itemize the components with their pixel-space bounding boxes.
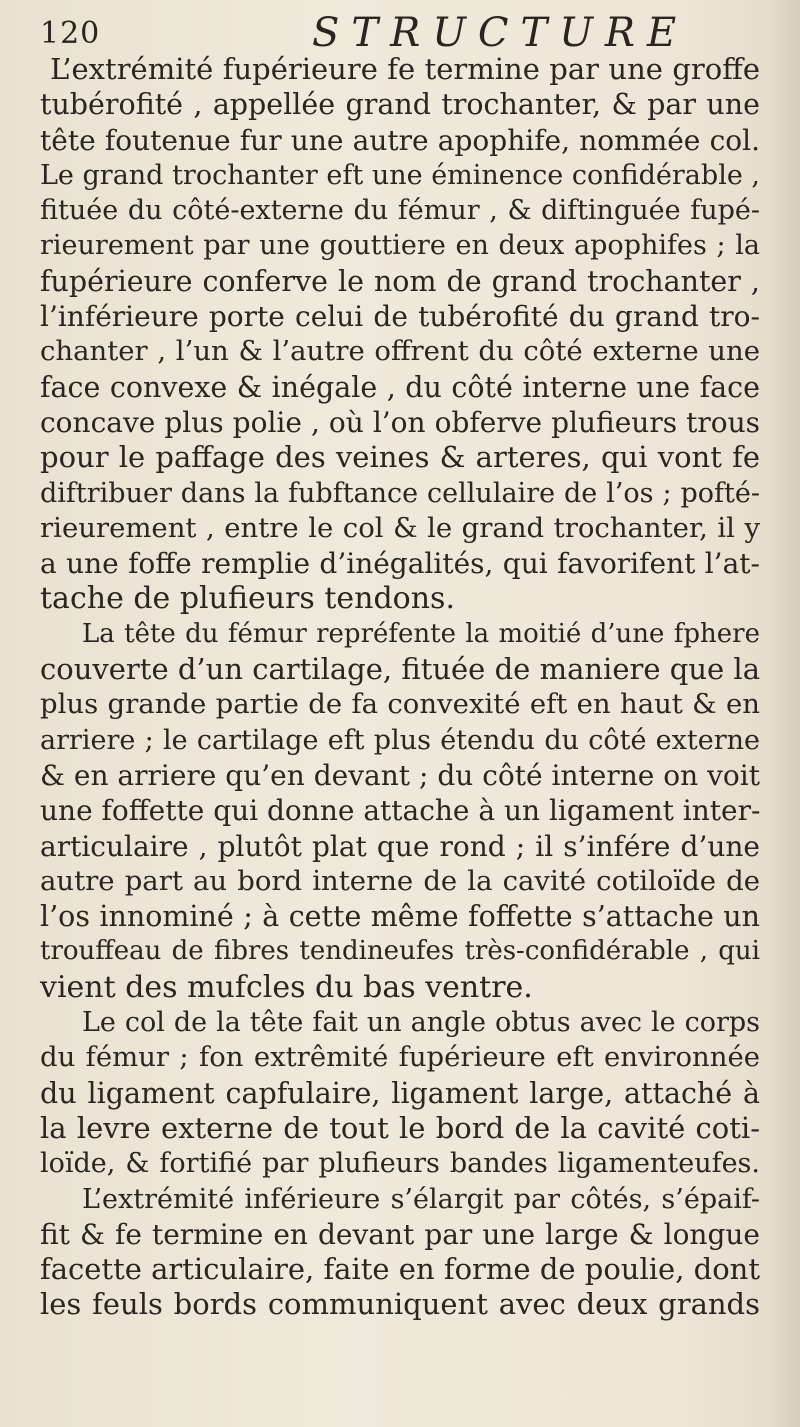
text-line: rieurement par une gouttiere en deux apophifes ; la <box>40 230 760 262</box>
page-header <box>40 10 760 54</box>
text-line: fit & fe termine en devant par une large & longue <box>40 1217 760 1251</box>
text-line: a une foffe remplie d’inégalités, qui favorifent l’at- <box>40 547 760 581</box>
page-number: 120 <box>40 16 101 51</box>
text-line: loïde, & fortifié par plufieurs bandes ligamenteufes. <box>40 1148 760 1180</box>
text-line: facette articulaire, faite en forme de poulie, dont <box>40 1252 760 1287</box>
text-line: l’os innominé ; à cette même foffette s’attache un <box>40 900 760 934</box>
text-line: & en arriere qu’en devant ; du côté interne on voit <box>40 758 760 792</box>
text-line: couverte d’un cartilage, fituée de maniere que la <box>40 652 760 687</box>
text-line: Le col de la tête fait un angle obtus avec le corps <box>82 1007 760 1039</box>
text-line: diftribuer dans la fubftance cellulaire de l’os ; pofté- <box>40 477 760 509</box>
body-text <box>40 52 760 1323</box>
text-line: vient des mufcles du bas ventre. <box>40 969 533 1005</box>
text-line: tache de plufieurs tendons. <box>40 581 455 617</box>
text-line: les feuls bords communiquent avec deux grands <box>40 1287 760 1322</box>
text-line: l’inférieure porte celui de tubérofité du grand tro- <box>40 300 760 334</box>
text-line: rieurement , entre le col & le grand trochanter, il y <box>40 511 760 544</box>
text-line: du ligament capfulaire, ligament large, attaché à <box>40 1076 760 1110</box>
text-line: L’extrémité fupérieure fe termine par une groffe <box>50 52 760 86</box>
text-line: L’extrémité inférieure s’élargit par côtés, s’épaif- <box>82 1183 760 1215</box>
page-edge-shadow <box>770 0 800 1427</box>
text-line: une foffette qui donne attache à un ligament inter- <box>40 794 761 828</box>
text-line: tête foutenue fur une autre apophife, nommée col. <box>40 123 760 157</box>
text-line: La tête du fémur repréfente la moitié d’une fphere <box>82 618 760 649</box>
text-line: fupérieure conferve le nom de grand trochanter , <box>40 264 760 298</box>
text-line: articulaire , plutôt plat que rond ; il s’infére d’une <box>40 829 760 863</box>
text-line: plus grande partie de fa convexité eft en haut & en <box>40 688 760 721</box>
text-line: trouffeau de fibres tendineufes très-confidérable , qui <box>40 936 760 967</box>
running-title: STRUCTURE <box>312 10 689 56</box>
text-line: face convexe & inégale , du côté interne une face <box>40 370 760 404</box>
text-line: tubérofité , appellée grand trochanter, & par une <box>40 88 760 122</box>
text-line: chanter , l’un & l’autre offrent du côté externe une <box>40 335 760 368</box>
text-line: Le grand trochanter eft une éminence confidérable , <box>40 159 760 191</box>
text-line: autre part au bord interne de la cavité cotiloïde de <box>40 864 760 897</box>
text-line: concave plus polie , où l’on obferve plufieurs trous <box>40 405 760 439</box>
text-line: pour le paffage des veines & arteres, qui vont fe <box>40 440 760 475</box>
text-line: fituée du côté-externe du fémur , & diftinguée fupé- <box>40 195 760 227</box>
text-line: du fémur ; fon extrêmité fupérieure eft environnée <box>40 1041 760 1074</box>
text-line: la levre externe de tout le bord de la cavité coti- <box>40 1110 760 1145</box>
text-line: arriere ; le cartilage eft plus étendu du côté externe <box>40 724 760 756</box>
